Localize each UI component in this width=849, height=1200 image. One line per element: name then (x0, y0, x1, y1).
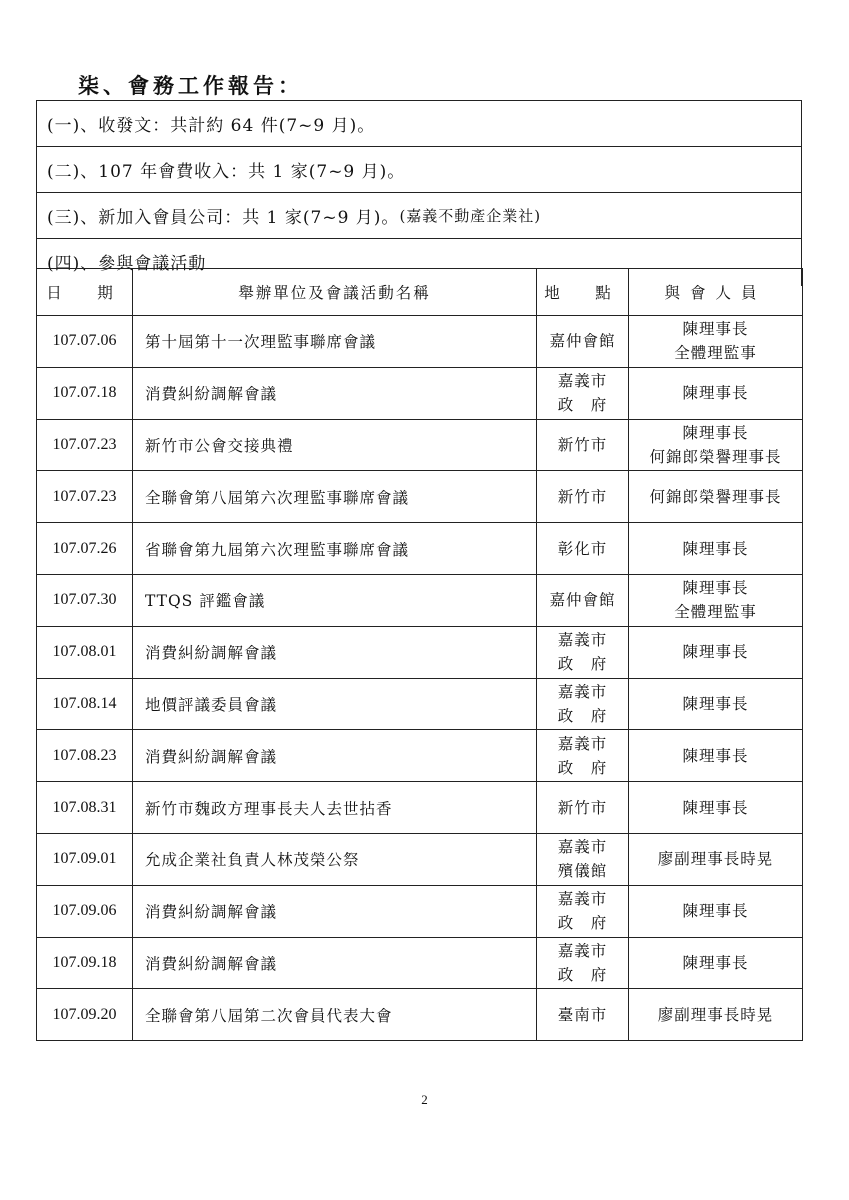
cell-event-name: 消費糾紛調解會議 (133, 730, 537, 782)
cell-date: 107.07.06 (37, 316, 133, 368)
cell-attendees (629, 833, 803, 885)
cell-location (537, 626, 629, 678)
attendee-line: 陳理事長 (682, 579, 749, 598)
cell-date: 107.08.01 (37, 626, 133, 678)
section-text: (四)、參與會議活動 (47, 254, 207, 274)
cell-event-name: 全聯會第八屆第六次理監事聯席會議 (133, 471, 537, 523)
cell-date: 107.07.30 (37, 574, 133, 626)
attendee-line: 陳理事長 (682, 746, 749, 765)
cell-location (537, 678, 629, 730)
location-line: 政 府 (557, 965, 608, 984)
cell-location (537, 523, 629, 575)
attendee-line: 陳理事長 (682, 953, 749, 972)
section-text: (一)、收發文：共計約 64 件(7~9 月)。 (47, 116, 376, 136)
cell-event-name: 新竹市魏政方理事長夫人去世拈香 (133, 782, 537, 834)
cell-event-name: 第十屆第十一次理監事聯席會議 (133, 316, 537, 368)
location-line: 政 府 (557, 706, 608, 725)
location-line: 新竹市 (557, 435, 608, 454)
cell-date: 107.07.23 (37, 419, 133, 471)
attendee-line: 陳理事長 (682, 539, 749, 558)
table-row (37, 885, 803, 937)
location-line: 嘉仲會館 (549, 591, 616, 610)
cell-date: 107.08.23 (37, 730, 133, 782)
table-row (37, 523, 803, 575)
cell-date: 107.08.14 (37, 678, 133, 730)
cell-attendees (629, 937, 803, 989)
attendee-line: 陳理事長 (682, 320, 749, 339)
header-location: 地 點 (537, 269, 629, 316)
table-row (37, 367, 803, 419)
page-number: 2 (421, 1092, 428, 1107)
location-line: 嘉義市 (557, 372, 608, 391)
cell-event-name: 全聯會第八屆第二次會員代表大會 (133, 989, 537, 1041)
attendee-line: 陳理事長 (682, 384, 749, 403)
section-text: (三)、新加入會員公司：共 1 家(7~9 月)。 (47, 208, 400, 228)
cell-location (537, 730, 629, 782)
cell-location (537, 574, 629, 626)
attendee-line: 全體理監事 (674, 344, 757, 363)
attendee-line: 陳理事長 (682, 643, 749, 662)
table-row (37, 937, 803, 989)
cell-attendees (629, 419, 803, 471)
cell-date: 107.08.31 (37, 782, 133, 834)
cell-attendees (629, 678, 803, 730)
attendee-line: 陳理事長 (682, 694, 749, 713)
cell-location (537, 833, 629, 885)
cell-attendees (629, 523, 803, 575)
table-row (37, 574, 803, 626)
attendee-line: 陳理事長 (682, 902, 749, 921)
attendee-line: 廖副理事長時晃 (657, 850, 774, 869)
cell-date: 107.07.26 (37, 523, 133, 575)
location-line: 嘉義市 (557, 734, 608, 753)
table-row (37, 626, 803, 678)
cell-location (537, 367, 629, 419)
meetings-table (36, 268, 803, 1041)
location-line: 政 府 (557, 655, 608, 674)
section-new-members (36, 192, 802, 238)
location-line: 政 府 (557, 914, 608, 933)
cell-attendees (629, 471, 803, 523)
attendee-line: 廖副理事長時晃 (657, 1005, 774, 1024)
cell-location (537, 316, 629, 368)
location-line: 嘉義市 (557, 941, 608, 960)
cell-date: 107.09.18 (37, 937, 133, 989)
location-line: 新竹市 (557, 798, 608, 817)
table-row (37, 782, 803, 834)
page-heading: 柒、會務工作報告： (78, 73, 303, 98)
cell-event-name: 消費糾紛調解會議 (133, 626, 537, 678)
location-line: 政 府 (557, 396, 608, 415)
cell-date: 107.09.20 (37, 989, 133, 1041)
cell-event-name: 新竹市公會交接典禮 (133, 419, 537, 471)
table-body (37, 316, 803, 1041)
cell-location (537, 885, 629, 937)
cell-date: 107.09.01 (37, 833, 133, 885)
table-row (37, 316, 803, 368)
cell-attendees (629, 885, 803, 937)
table-header-row (37, 269, 803, 316)
location-line: 嘉義市 (557, 631, 608, 650)
header-date: 日 期 (37, 269, 133, 316)
section-text: (二)、107 年會費收入：共 1 家(7~9 月)。 (47, 162, 406, 182)
cell-attendees (629, 989, 803, 1041)
section-membership-fees (36, 146, 802, 192)
table-row (37, 471, 803, 523)
location-line: 嘉義市 (557, 838, 608, 857)
cell-location (537, 937, 629, 989)
attendee-line: 陳理事長 (682, 798, 749, 817)
cell-attendees (629, 730, 803, 782)
table-row (37, 989, 803, 1041)
location-line: 彰化市 (557, 539, 608, 558)
cell-attendees (629, 367, 803, 419)
section-correspondence (36, 100, 802, 146)
location-line: 殯儀館 (557, 862, 608, 881)
cell-event-name: 消費糾紛調解會議 (133, 367, 537, 419)
location-line: 政 府 (557, 758, 608, 777)
cell-attendees (629, 782, 803, 834)
cell-location (537, 419, 629, 471)
cell-location (537, 782, 629, 834)
cell-event-name: 消費糾紛調解會議 (133, 937, 537, 989)
cell-date: 107.07.18 (37, 367, 133, 419)
cell-location (537, 471, 629, 523)
location-line: 嘉義市 (557, 682, 608, 701)
cell-date: 107.09.06 (37, 885, 133, 937)
attendee-line: 全體理監事 (674, 603, 757, 622)
table-row (37, 678, 803, 730)
report-sections (36, 100, 802, 286)
header-attendees: 與會人員 (629, 269, 803, 316)
table-row (37, 419, 803, 471)
cell-event-name: 地價評議委員會議 (133, 678, 537, 730)
cell-event-name: 省聯會第九屆第六次理監事聯席會議 (133, 523, 537, 575)
header-event-name: 舉辦單位及會議活動名稱 (133, 269, 537, 316)
location-line: 嘉義市 (557, 890, 608, 909)
location-line: 嘉仲會館 (549, 332, 616, 351)
section-note: (嘉義不動產企業社) (399, 207, 542, 225)
cell-date: 107.07.23 (37, 471, 133, 523)
cell-event-name: TTQS 評鑑會議 (133, 574, 537, 626)
cell-attendees (629, 574, 803, 626)
location-line: 新竹市 (557, 487, 608, 506)
cell-location (537, 989, 629, 1041)
cell-event-name: 消費糾紛調解會議 (133, 885, 537, 937)
location-line: 臺南市 (557, 1005, 608, 1024)
table-row (37, 730, 803, 782)
cell-event-name: 允成企業社負責人林茂榮公祭 (133, 833, 537, 885)
cell-attendees (629, 316, 803, 368)
cell-attendees (629, 626, 803, 678)
attendee-line: 陳理事長 (682, 423, 749, 442)
attendee-line: 何錦郎榮譽理事長 (649, 487, 782, 506)
attendee-line: 何錦郎榮譽理事長 (649, 447, 782, 466)
table-row (37, 833, 803, 885)
